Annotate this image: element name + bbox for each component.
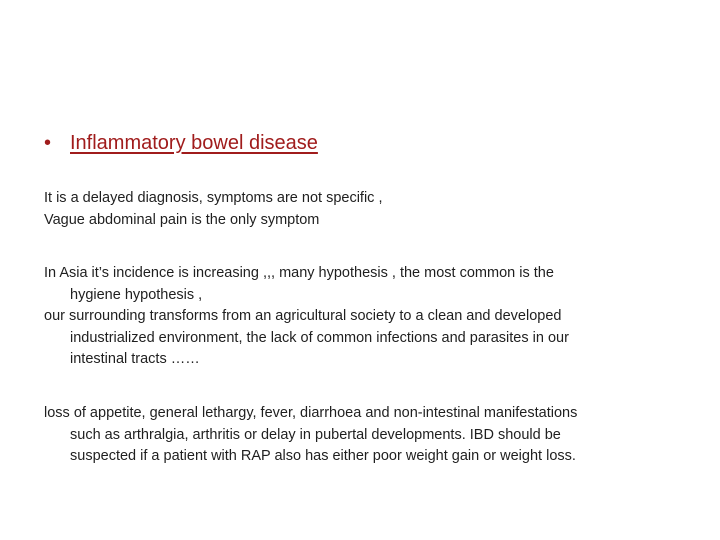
paragraph-line: It is a delayed diagnosis, symptoms are not specific , bbox=[44, 190, 383, 206]
paragraph-diagnosis bbox=[44, 188, 684, 231]
heading-title: Inflammatory bowel disease bbox=[70, 132, 318, 154]
bullet-icon: • bbox=[44, 132, 52, 154]
paragraph-line: hygiene hypothesis , bbox=[70, 286, 203, 303]
paragraph-line: In Asia it’s incidence is increasing ,,, many hypothesis , the most common is the bbox=[44, 265, 554, 281]
paragraph-line: Vague abdominal pain is the only symptom bbox=[44, 211, 320, 228]
paragraph-incidence bbox=[44, 263, 684, 371]
paragraph-line: loss of appetite, general lethargy, fever, diarrhoea and non-intestinal manifestations bbox=[44, 405, 578, 421]
paragraph-line: intestinal tracts …… bbox=[70, 351, 200, 367]
slide-heading bbox=[44, 132, 318, 155]
paragraph-line: suspected if a patient with RAP also has either poor weight gain or weight loss. bbox=[70, 448, 576, 464]
paragraph-symptoms bbox=[44, 403, 684, 468]
paragraph-line: our surrounding transforms from an agricultural society to a clean and developed bbox=[44, 308, 562, 324]
paragraph-line: industrialized environment, the lack of common infections and parasites in our bbox=[70, 329, 569, 346]
paragraph-line: such as arthralgia, arthritis or delay in pubertal developments. IBD should be bbox=[70, 426, 561, 443]
